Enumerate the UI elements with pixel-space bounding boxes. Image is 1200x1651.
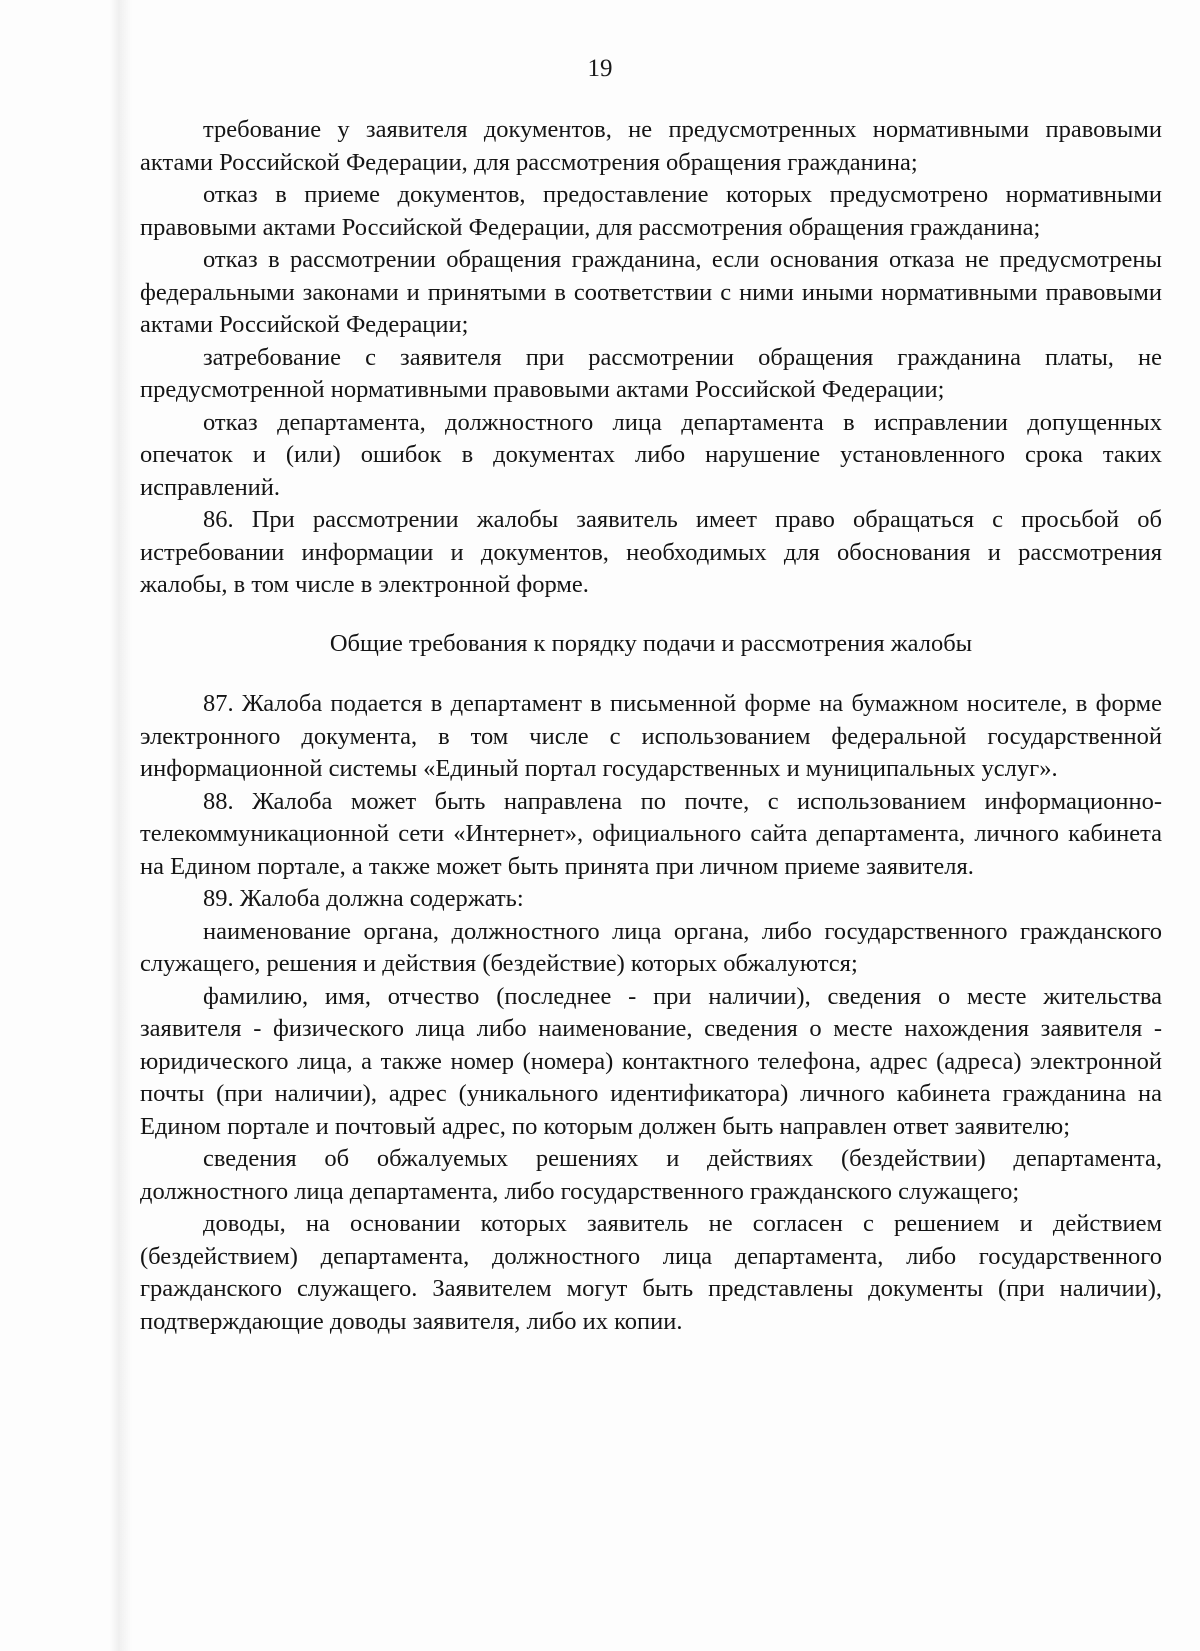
paragraph-87: 87. Жалоба подается в департамент в письменной форме на бумажном носителе, в форме электронного документа, в том числе с использованием федеральной государственной информационной системы «Единый портал государственных и муниципальных услуг».	[140, 690, 1162, 782]
paragraph-refusal-acceptance: отказ в приеме документов, предоставление которых предусмотрено нормативными правовыми актами Российской Федерации, для рассмотрения обращения гражданина;	[140, 181, 1162, 241]
scan-edge-shadow	[110, 0, 132, 1651]
paragraph-88: 88. Жалоба может быть направлена по почте, с использованием информационно-телекоммуникационной сети «Интернет», официального сайта департамента, личного кабинета на Едином портале, а также может быть принята при личном приеме заявителя.	[140, 787, 1162, 880]
paragraph-requirement-documents: требование у заявителя документов, не предусмотренных нормативными правовыми актами Российской Федерации, для рассмотрения обращения гражданина;	[140, 116, 1162, 176]
paragraph-86: 86. При рассмотрении жалобы заявитель имеет право обращаться с просьбой об истребовании информации и документов, необходимых для обоснования и рассмотрения жалобы, в том числе в электронной форме.	[140, 506, 1162, 598]
paragraph-applicant-details: фамилию, имя, отчество (последнее - при наличии), сведения о месте жительства заявителя - физического лица либо наименование, сведения о месте нахождения заявителя - юридического лица, а также номер (номера) контактного телефона, адрес (адреса) электронной почты (при наличии), адрес (уникального идентификатора) личного кабинета гражданина на Едином портале и почтовый адрес, по которым должен быть направлен ответ заявителю;	[140, 982, 1162, 1140]
section-heading: Общие требования к порядку подачи и рассмотрения жалобы	[329, 629, 973, 657]
document-body	[140, 114, 1162, 1338]
page-number: 19	[587, 55, 613, 82]
paragraph-arguments: доводы, на основании которых заявитель не согласен с решением и действием (бездействием) департамента, должностного лица департамента, либо государственного гражданского служащего. Заявителем могут быть представлены документы (при наличии), подтверждающие доводы заявителя, либо их копии.	[140, 1210, 1162, 1335]
paragraph-demand-fee: затребование с заявителя при рассмотрении обращения гражданина платы, не предусмотренной нормативными правовыми актами Российской Федерации;	[140, 343, 1162, 403]
paragraph-organ-name: наименование органа, должностного лица органа, либо государственного гражданского служащего, решения и действия (бездействие) которых обжалуются;	[140, 917, 1162, 977]
paragraph-refusal-consideration: отказ в рассмотрении обращения гражданина, если основания отказа не предусмотрены федеральными законами и принятыми в соответствии с ними иными нормативными правовыми актами Российской Федерации;	[140, 246, 1162, 338]
paragraph-89: 89. Жалоба должна содержать:	[203, 885, 524, 912]
paragraph-appealed-decisions: сведения об обжалуемых решениях и действиях (бездействии) департамента, должностного лица департамента, либо государственного гражданского служащего;	[140, 1145, 1162, 1205]
paragraph-refusal-corrections: отказ департамента, должностного лица департамента в исправлении допущенных опечаток и (или) ошибок в документах либо нарушение установленного срока таких исправлений.	[140, 408, 1162, 501]
